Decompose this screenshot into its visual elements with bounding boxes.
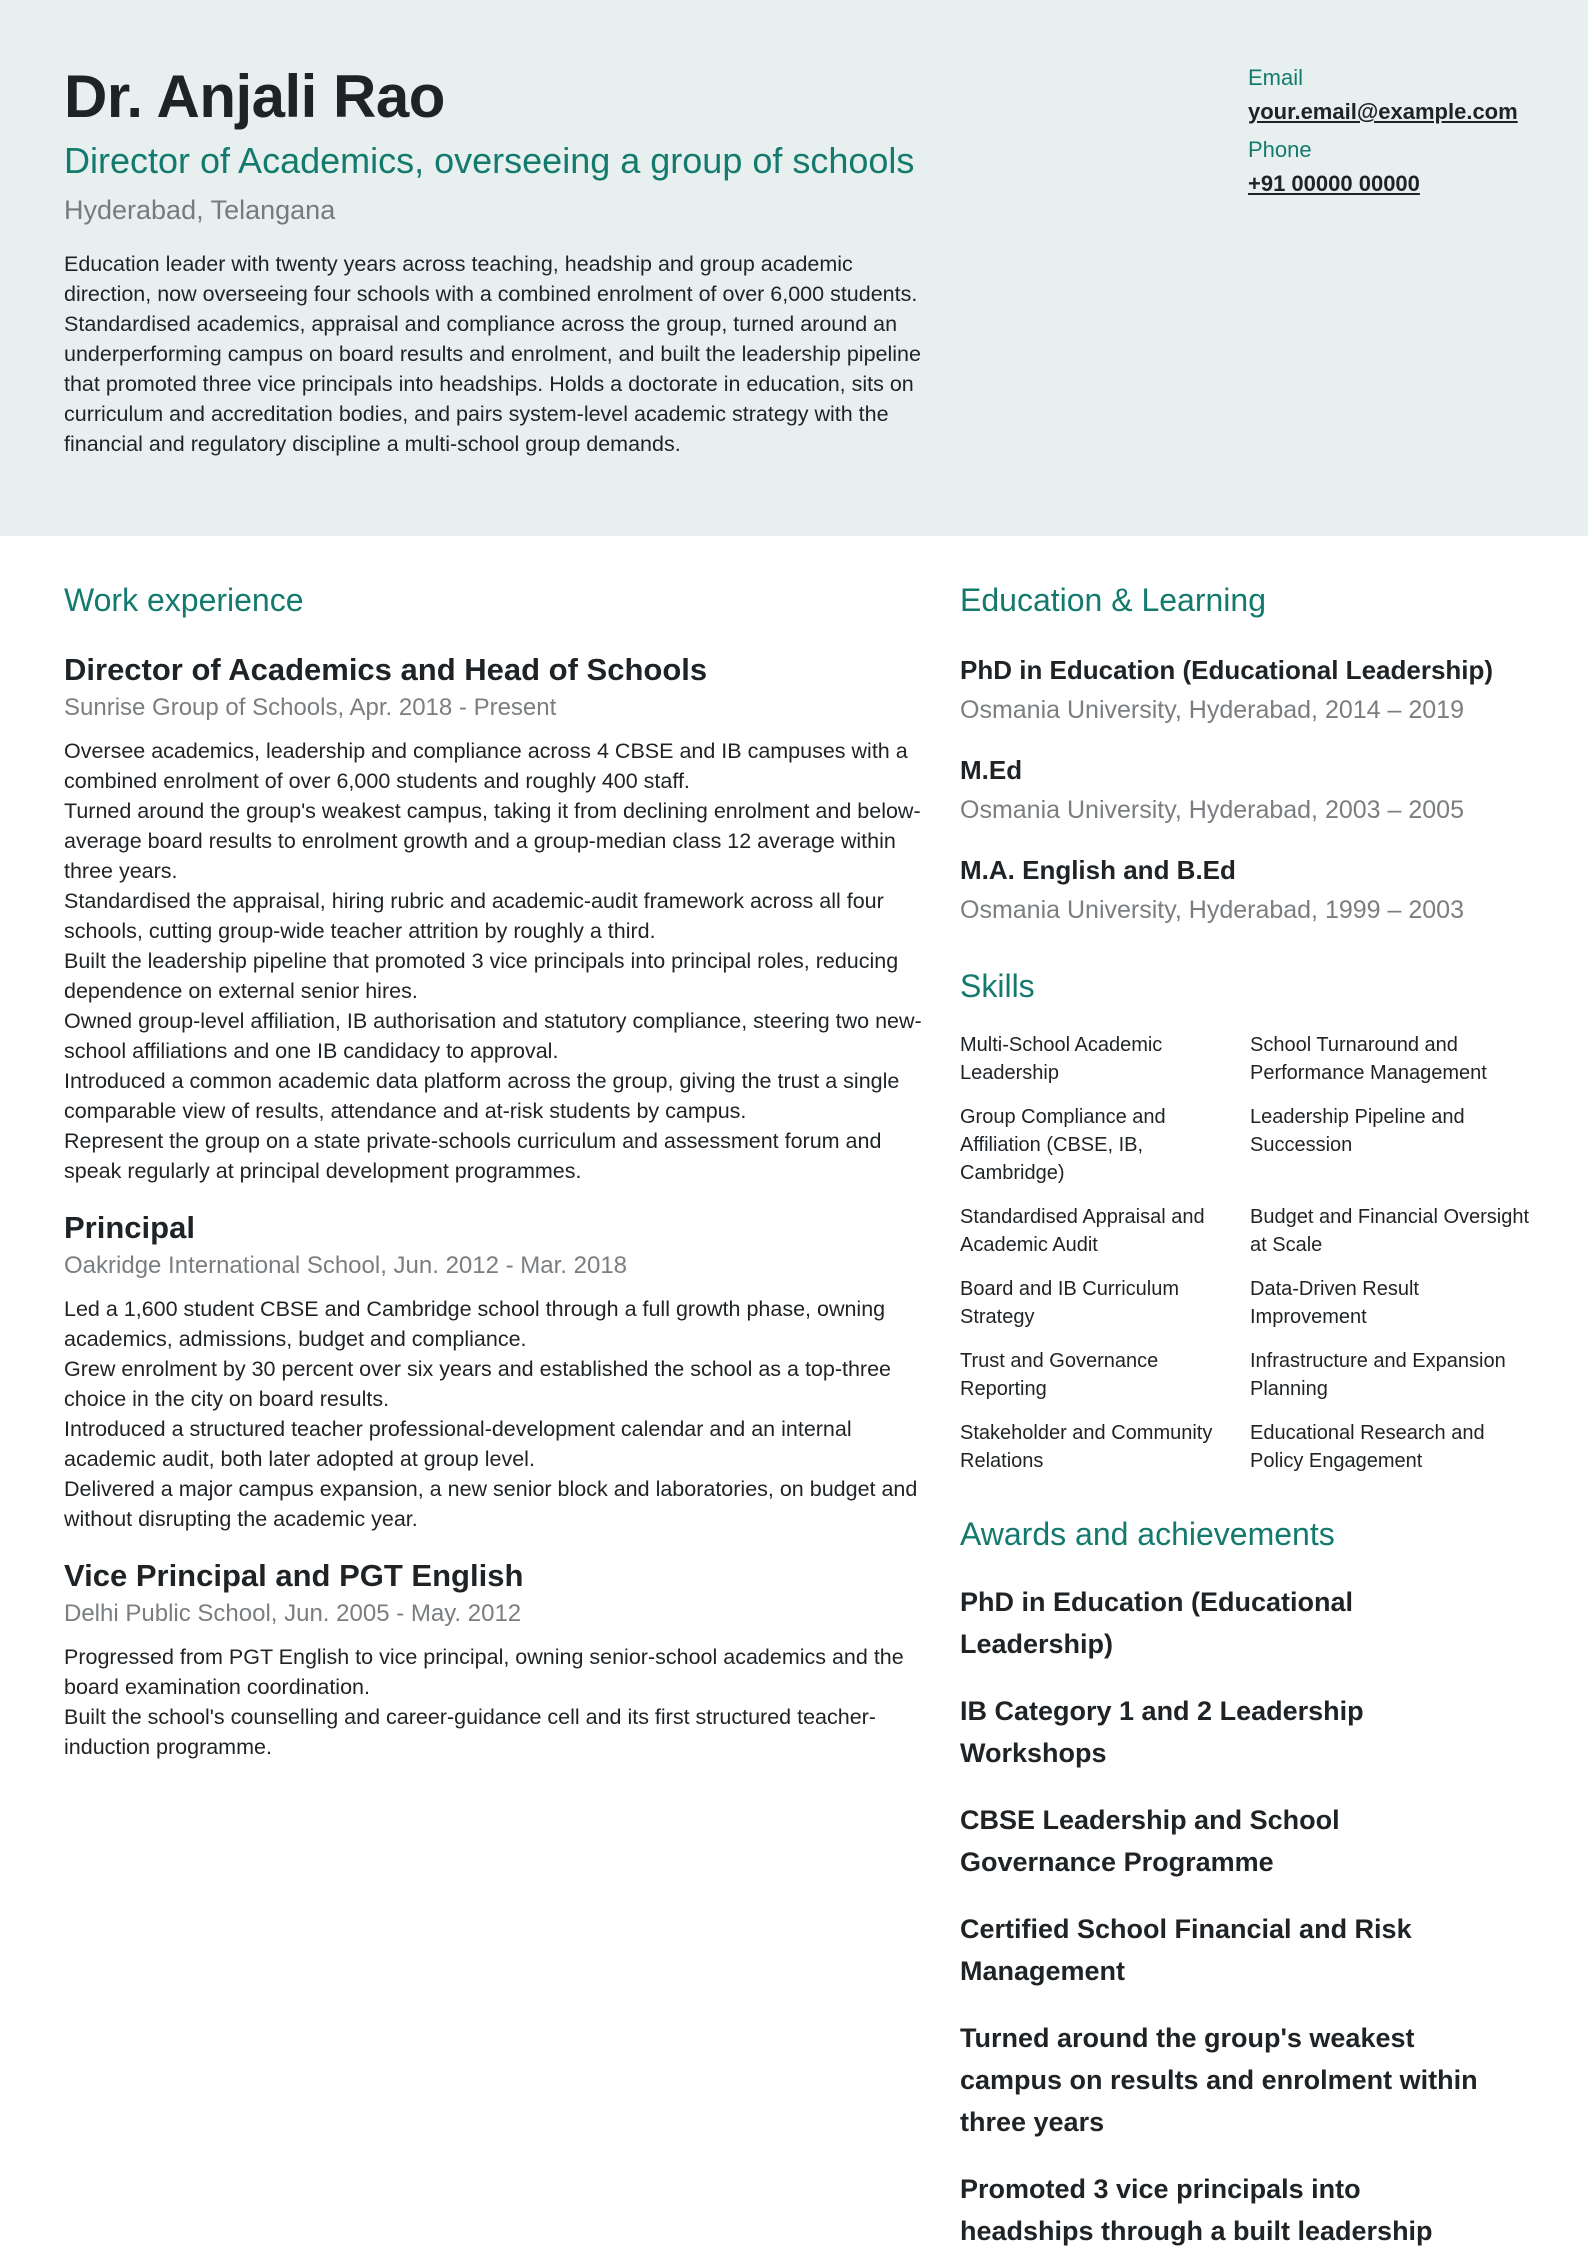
- job-bullets: [64, 736, 924, 1186]
- job-bullet: Introduced a common academic data platform across the group, giving the trust a single comparable view of results, attendance and at-risk students by campus.: [64, 1069, 900, 1123]
- degree-title: M.Ed: [960, 755, 1023, 785]
- award-item: Turned around the group's weakest campus on results and enrolment within three years: [960, 2023, 1478, 2137]
- skill-item: Standardised Appraisal and Academic Audit: [960, 1206, 1205, 1256]
- job-bullet: Grew enrolment by 30 percent over six years and established the school as a top-three choice in the city on board results.: [64, 1357, 892, 1411]
- skill-item: Trust and Governance Reporting: [960, 1350, 1159, 1400]
- degree-institution: Osmania University, Hyderabad, 2003 – 2005: [960, 796, 1464, 824]
- phone-link[interactable]: +91 00000 00000: [1248, 171, 1420, 196]
- award-item: IB Category 1 and 2 Leadership Workshops: [960, 1696, 1364, 1768]
- person-name: Dr. Anjali Rao: [64, 63, 445, 130]
- education-item: [960, 655, 1560, 725]
- job-title: Director of Academics and Head of Schools: [64, 652, 708, 687]
- job-bullet: Progressed from PGT English to vice principal, owning senior-school academics and the board examination coordination.: [64, 1645, 904, 1699]
- job-entry: [64, 1558, 924, 1762]
- degree-institution: Osmania University, Hyderabad, 1999 – 2003: [960, 896, 1464, 924]
- skill-item: Stakeholder and Community Relations: [960, 1422, 1213, 1472]
- skill-item: Data-Driven Result Improvement: [1250, 1278, 1419, 1328]
- location: Hyderabad, Telangana: [64, 195, 336, 225]
- award-item: Promoted 3 vice principals into headships through a built leadership: [960, 2174, 1433, 2246]
- job-bullet: Owned group-level affiliation, IB authorisation and statutory compliance, steering two new-school affiliations and one IB candidacy to approval.: [64, 1009, 922, 1063]
- skill-item: Leadership Pipeline and Succession: [1250, 1106, 1465, 1156]
- awards-heading: Awards and achievements: [960, 1516, 1335, 1552]
- job-bullets: [64, 1294, 924, 1534]
- job-bullet: Turned around the group's weakest campus, taking it from declining enrolment and below-average board results to enrolment growth and a group-median class 12 average within three years.: [64, 799, 921, 883]
- job-bullet: Built the leadership pipeline that promoted 3 vice principals into principal roles, reducing dependence on external senior hires.: [64, 949, 899, 1003]
- job-meta: Oakridge International School, Jun. 2012 - Mar. 2018: [64, 1252, 628, 1279]
- skill-item: Budget and Financial Oversight at Scale: [1250, 1206, 1530, 1256]
- job-bullet: Delivered a major campus expansion, a new senior block and laboratories, on budget and without disrupting the academic year.: [64, 1477, 918, 1531]
- job-bullet: Oversee academics, leadership and compliance across 4 CBSE and IB campuses with a combined enrolment of over 6,000 students and roughly 400 staff.: [64, 739, 908, 793]
- job-title: Vice Principal and PGT English: [64, 1558, 524, 1593]
- job-bullet: Standardised the appraisal, hiring rubric and academic-audit framework across all four schools, cutting group-wide teacher attrition by roughly a third.: [64, 889, 884, 943]
- degree-title: M.A. English and B.Ed: [960, 855, 1236, 885]
- job-entry: [64, 652, 924, 1186]
- education-item: [960, 755, 1560, 825]
- education-item: [960, 855, 1560, 925]
- skills-heading: Skills: [960, 968, 1035, 1004]
- contact-phone: [1248, 137, 1568, 197]
- contact-email: [1248, 65, 1568, 125]
- skill-item: Educational Research and Policy Engagement: [1250, 1422, 1485, 1472]
- email-link[interactable]: your.email@example.com: [1248, 99, 1518, 124]
- summary: Education leader with twenty years across teaching, headship and group academic direction, now overseeing four schools with a combined enrolment of over 6,000 students. Standardised academics, appraisal and compliance across the group, turned around an underperforming campus on board results and enrolment, and built the leadership pipeline that promoted three vice principals into headships. Holds a doctorate in education, sits on curriculum and accreditation bodies, and pairs system-level academic strategy with the financial and regulatory discipline a multi-school group demands.: [64, 252, 921, 456]
- award-item: Certified School Financial and Risk Management: [960, 1914, 1412, 1986]
- job-bullet: Represent the group on a state private-schools curriculum and assessment forum and speak regularly at principal development programmes.: [64, 1129, 882, 1183]
- award-item: PhD in Education (Educational Leadership): [960, 1587, 1354, 1659]
- job-entry: [64, 1210, 924, 1534]
- skill-item: Infrastructure and Expansion Planning: [1250, 1350, 1506, 1400]
- award-item: CBSE Leadership and School Governance Programme: [960, 1805, 1340, 1877]
- email-label: Email: [1248, 65, 1304, 90]
- job-bullet: Built the school's counselling and career-guidance cell and its first structured teacher-induction programme.: [64, 1705, 876, 1759]
- job-headline: Director of Academics, overseeing a group of schools: [64, 140, 915, 181]
- job-bullet: Introduced a structured teacher professional-development calendar and an internal academic audit, both later adopted at group level.: [64, 1417, 852, 1471]
- skill-item: Group Compliance and Affiliation (CBSE, IB, Cambridge): [960, 1106, 1166, 1184]
- education-heading: Education & Learning: [960, 582, 1266, 618]
- skill-item: Multi-School Academic Leadership: [960, 1034, 1163, 1084]
- job-bullet: Led a 1,600 student CBSE and Cambridge school through a full growth phase, owning academics, admissions, budget and compliance.: [64, 1297, 886, 1351]
- job-title: Principal: [64, 1210, 195, 1245]
- degree-title: PhD in Education (Educational Leadership): [960, 655, 1494, 685]
- job-meta: Sunrise Group of Schools, Apr. 2018 - Present: [64, 694, 557, 721]
- work-heading: Work experience: [64, 582, 304, 618]
- skill-item: Board and IB Curriculum Strategy: [960, 1278, 1179, 1328]
- skill-item: School Turnaround and Performance Management: [1250, 1034, 1487, 1084]
- job-bullets: [64, 1642, 924, 1762]
- phone-label: Phone: [1248, 137, 1312, 162]
- job-meta: Delhi Public School, Jun. 2005 - May. 2012: [64, 1600, 522, 1627]
- degree-institution: Osmania University, Hyderabad, 2014 – 2019: [960, 696, 1464, 724]
